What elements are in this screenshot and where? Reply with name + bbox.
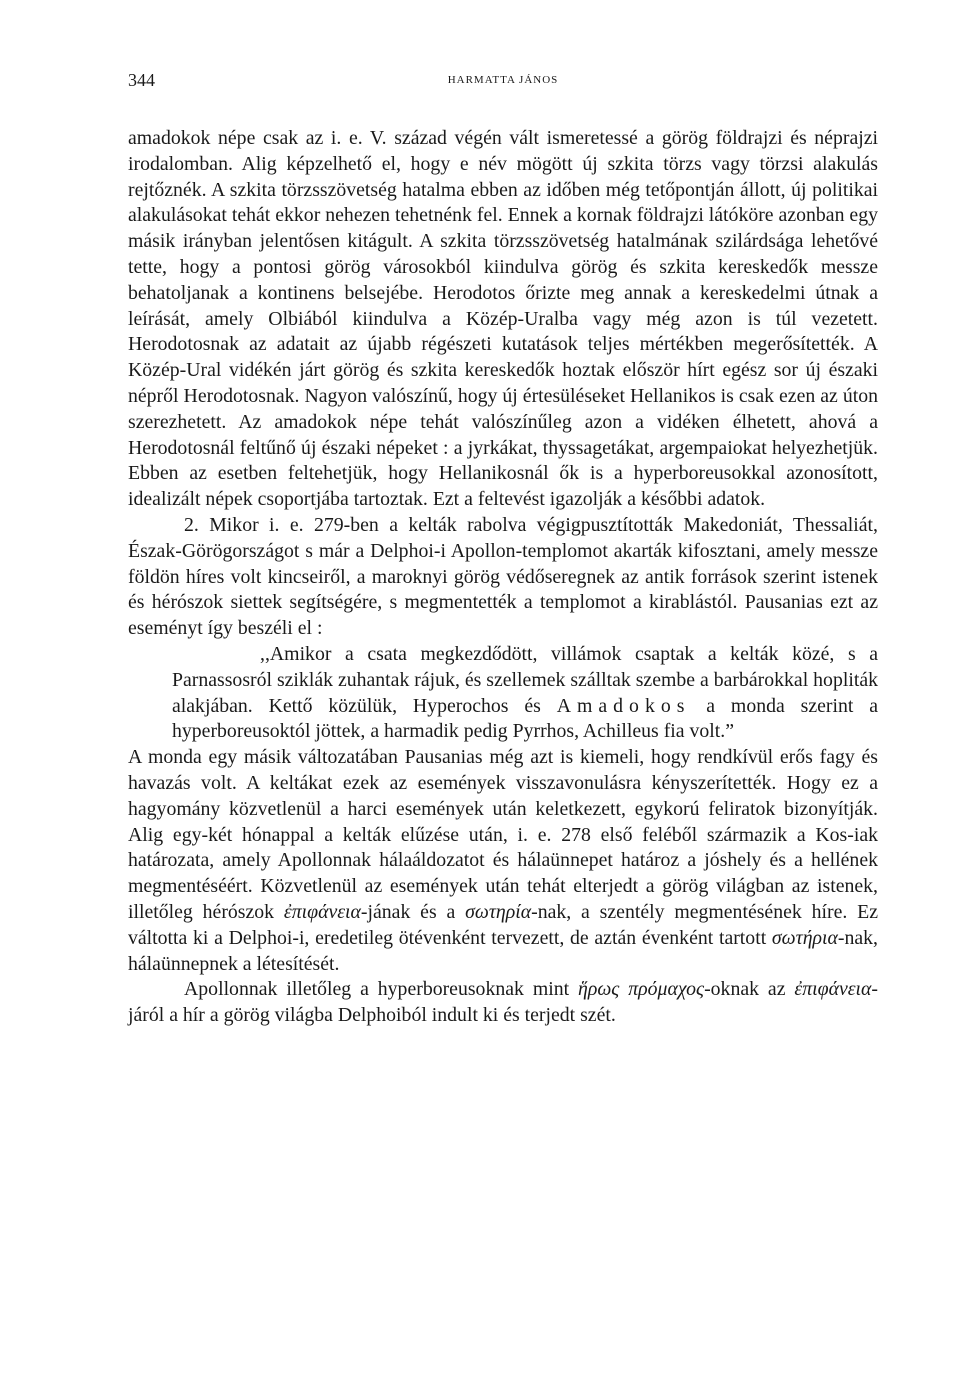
paragraph-3-part-b: -jának és a	[360, 900, 466, 923]
page-number: 344	[128, 70, 155, 90]
paragraph-3	[128, 745, 878, 977]
running-title: HARMATTA JÁNOS	[447, 74, 559, 86]
paragraph-1: amadokok népe csak az i. e. V. század végén vált ismeretessé a görög földrajzi és néprajzi irodalomban. Alig képzelhető el, hogy e név mögött új szkita törzs vagy törzsi alakulás rejtőznék. A szkita törzsszövetség hatalma ebben az időben még tetőpontján állott, új politikai alakulásokat tehát ekkor nehezen tehetnénk fel. Ennek a kornak földrajzi látóköre azonban egy másik irányban jelentősen kitágult. A szkita törzsszövetség hatalmának szilárdsága lehetővé tette, hogy a pontosi görög városokból kiindulva görög és szkita kereskedők messze behatoljanak a kontinens belsejébe. Herodotos őrizte meg annak a kereskedelmi útnak a leírását, amely Olbiából kiindulva a Közép-Uralba vagy még azon is túl vezetett. Herodotosnak az adatait az újabb régészeti kutatások teljes mértékben megerősítették. A Közép-Ural vidékén járt görög és szkita kereskedők hoztak először hírt egész sor új északi népről Herodotosnak. Nagyon valószínű, hogy új értesüléseket Hellanikos is csak ezen az úton szerezhetett. Az amadokok népe tehát valószínűleg azon a vidéken élhetett, ahová a Herodotosnál feltűnő új északi népeket : a jyrkákat, thyssagetákat, argempaiokat helyezhetjük. Ebben az esetben feltehetjük, hogy Hellanikosnál ők is a hyperboreusokkal azonosított, idealizált népek csoportjába tartoztak. Ezt a feltevést igazolják a későbbi adatok.	[128, 127, 878, 511]
page	[128, 62, 878, 1029]
paragraph-4-part-a: Apollonnak illetőleg a hyperboreusoknak mint	[184, 978, 579, 1001]
running-head	[128, 62, 878, 102]
paragraph-3-part-a: A monda egy másik változatában Pausanias még azt is kiemeli, hogy rendkívül erős fagy és havazás volt. A keltákat ezek az események visszavonulásra kényszerítették. Hogy ez a hagyomány közvetlenül a harci események után keletkezett, egykorú feliratok bizonyítják. Alig egy-két hónappal a kelták elűzése után, i. e. 278 első feléből származik a Kos-iak határozata, amely Apollonnak hálaáldozatot és hálaünnepet határoz a jóshely és a hellének megmentéséért. Közvetlenül az események után tehát elterjedt a görög világban az istenek, illetőleg hérószok	[128, 746, 878, 923]
greek-term-epiphaneia-2: ἐπιφάνεια	[794, 978, 872, 1001]
paragraph-3-part-c: -nak, a szentély megmentésének híre. Ez váltotta ki a Delphoi-i, eredetileg ötévenként tervezett, de aztán évenként tartott	[128, 900, 879, 949]
paragraph-4-part-b: -oknak az	[704, 978, 795, 1001]
body-text	[128, 126, 878, 1029]
quotation-part-1: ,,Amikor a csata megkezdődött, villámok csaptak a kelták közé, s a Parnassosról sziklák zuhantak rájuk, és szellemek szálltak szembe a barbárokkal hopliták alakjában. Kettő közülük, Hyperochos és	[172, 642, 878, 717]
greek-term-epiphaneia: ἐπιφάνεια	[283, 900, 361, 923]
paragraph-4-part-c: -járól a hír a görög világba Delphoiból indult ki és terjedt szét.	[128, 978, 878, 1027]
paragraph-2: 2. Mikor i. e. 279-ben a kelták rabolva végigpusztították Makedoniát, Thessaliát, Észak-Görögországot s már a Delphoi-i Apollon-templomot akarták kifosztani, amely messze földön híres volt kincseiről, a maroknyi görög védőseregnek az antik források szerint istenek és hérószok siettek segítségére, s megmentették a templomot a kirablástól. Pausanias ezt az eseményt így beszéli el :	[128, 513, 878, 640]
quotation-part-2: a monda szerint a hyperboreusoktól jöttek, a harmadik pedig Pyrrhos, Achilleus fia volt.”	[172, 694, 878, 743]
quotation-name-amadokos: Amadokos	[556, 694, 691, 717]
greek-term-soteria-festival: σωτήρια	[771, 926, 838, 949]
paragraph-4	[128, 977, 878, 1029]
quotation	[128, 642, 878, 745]
greek-term-heros-promachos: ἥρως πρόμαχος	[578, 978, 705, 1001]
greek-term-soteria: σωτηρία	[465, 900, 532, 923]
paragraph-3-part-d: -nak, hálaünnepnek a létesítését.	[128, 926, 878, 975]
